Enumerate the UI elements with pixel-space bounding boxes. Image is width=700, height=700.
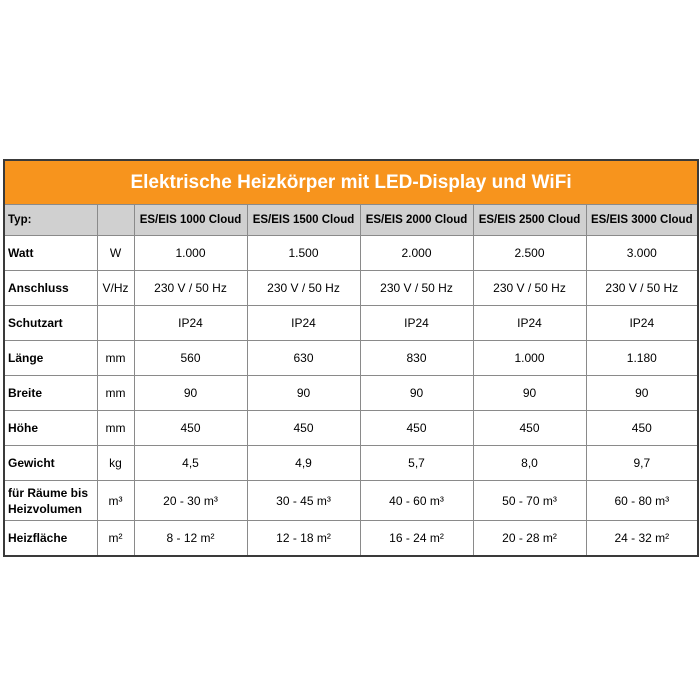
table-cell: IP24	[247, 306, 360, 341]
table-cell: 230 V / 50 Hz	[473, 271, 586, 306]
table-row-heizvolumen	[4, 481, 698, 521]
table-cell: 90	[134, 376, 247, 411]
row-unit: V/Hz	[97, 271, 134, 306]
row-unit: mm	[97, 411, 134, 446]
row-unit	[97, 306, 134, 341]
table-cell: 230 V / 50 Hz	[247, 271, 360, 306]
row-label: Länge	[4, 341, 97, 376]
table-cell: 1.180	[586, 341, 698, 376]
table-cell: 830	[360, 341, 473, 376]
table-cell: 450	[586, 411, 698, 446]
table-row-laenge	[4, 341, 698, 376]
table-cell: 90	[586, 376, 698, 411]
table-cell: 8,0	[473, 446, 586, 481]
row-label: Gewicht	[4, 446, 97, 481]
table-cell: 4,5	[134, 446, 247, 481]
table-cell: 2.500	[473, 236, 586, 271]
table-cell: 16 - 24 m²	[360, 521, 473, 557]
table-row-watt	[4, 236, 698, 271]
row-unit: kg	[97, 446, 134, 481]
spec-table-container	[3, 159, 697, 545]
table-title: Elektrische Heizkörper mit LED-Display und WiFi	[4, 160, 698, 205]
table-cell: 230 V / 50 Hz	[360, 271, 473, 306]
table-cell: 450	[134, 411, 247, 446]
table-cell: 450	[473, 411, 586, 446]
table-cell: 12 - 18 m²	[247, 521, 360, 557]
table-cell: 20 - 30 m³	[134, 481, 247, 521]
row-label: Höhe	[4, 411, 97, 446]
table-cell: IP24	[360, 306, 473, 341]
row-label: Breite	[4, 376, 97, 411]
table-row-schutzart	[4, 306, 698, 341]
header-model-2500: ES/EIS 2500 Cloud	[473, 205, 586, 236]
row-label: Heizfläche	[4, 521, 97, 557]
table-cell: 230 V / 50 Hz	[586, 271, 698, 306]
row-label: Schutzart	[4, 306, 97, 341]
table-cell: 1.500	[247, 236, 360, 271]
table-cell: 8 - 12 m²	[134, 521, 247, 557]
table-header-row	[4, 205, 698, 236]
table-cell: 230 V / 50 Hz	[134, 271, 247, 306]
row-label: für Räume bis Heizvolumen	[4, 481, 97, 521]
table-cell: 24 - 32 m²	[586, 521, 698, 557]
spec-table	[3, 159, 699, 557]
table-cell: 30 - 45 m³	[247, 481, 360, 521]
table-cell: 450	[360, 411, 473, 446]
table-row-gewicht	[4, 446, 698, 481]
table-cell: IP24	[134, 306, 247, 341]
table-cell: IP24	[586, 306, 698, 341]
table-cell: 1.000	[473, 341, 586, 376]
table-cell: 90	[247, 376, 360, 411]
table-cell: 9,7	[586, 446, 698, 481]
table-row-anschluss	[4, 271, 698, 306]
header-model-1500: ES/EIS 1500 Cloud	[247, 205, 360, 236]
table-cell: 4,9	[247, 446, 360, 481]
table-title-row	[4, 160, 698, 205]
table-row-heizflaeche	[4, 521, 698, 557]
header-model-3000: ES/EIS 3000 Cloud	[586, 205, 698, 236]
table-cell: 2.000	[360, 236, 473, 271]
table-cell: IP24	[473, 306, 586, 341]
table-cell: 560	[134, 341, 247, 376]
row-unit: mm	[97, 376, 134, 411]
table-cell: 1.000	[134, 236, 247, 271]
table-row-hoehe	[4, 411, 698, 446]
row-label: Anschluss	[4, 271, 97, 306]
table-cell: 450	[247, 411, 360, 446]
row-unit: m³	[97, 481, 134, 521]
header-model-1000: ES/EIS 1000 Cloud	[134, 205, 247, 236]
table-cell: 20 - 28 m²	[473, 521, 586, 557]
row-unit: m²	[97, 521, 134, 557]
table-cell: 60 - 80 m³	[586, 481, 698, 521]
table-cell: 90	[360, 376, 473, 411]
table-cell: 3.000	[586, 236, 698, 271]
row-label: Watt	[4, 236, 97, 271]
row-unit: W	[97, 236, 134, 271]
table-cell: 630	[247, 341, 360, 376]
table-cell: 50 - 70 m³	[473, 481, 586, 521]
table-row-breite	[4, 376, 698, 411]
header-model-2000: ES/EIS 2000 Cloud	[360, 205, 473, 236]
table-cell: 90	[473, 376, 586, 411]
row-unit: mm	[97, 341, 134, 376]
table-cell: 5,7	[360, 446, 473, 481]
table-cell: 40 - 60 m³	[360, 481, 473, 521]
header-unit	[97, 205, 134, 236]
header-type-label: Typ:	[4, 205, 97, 236]
